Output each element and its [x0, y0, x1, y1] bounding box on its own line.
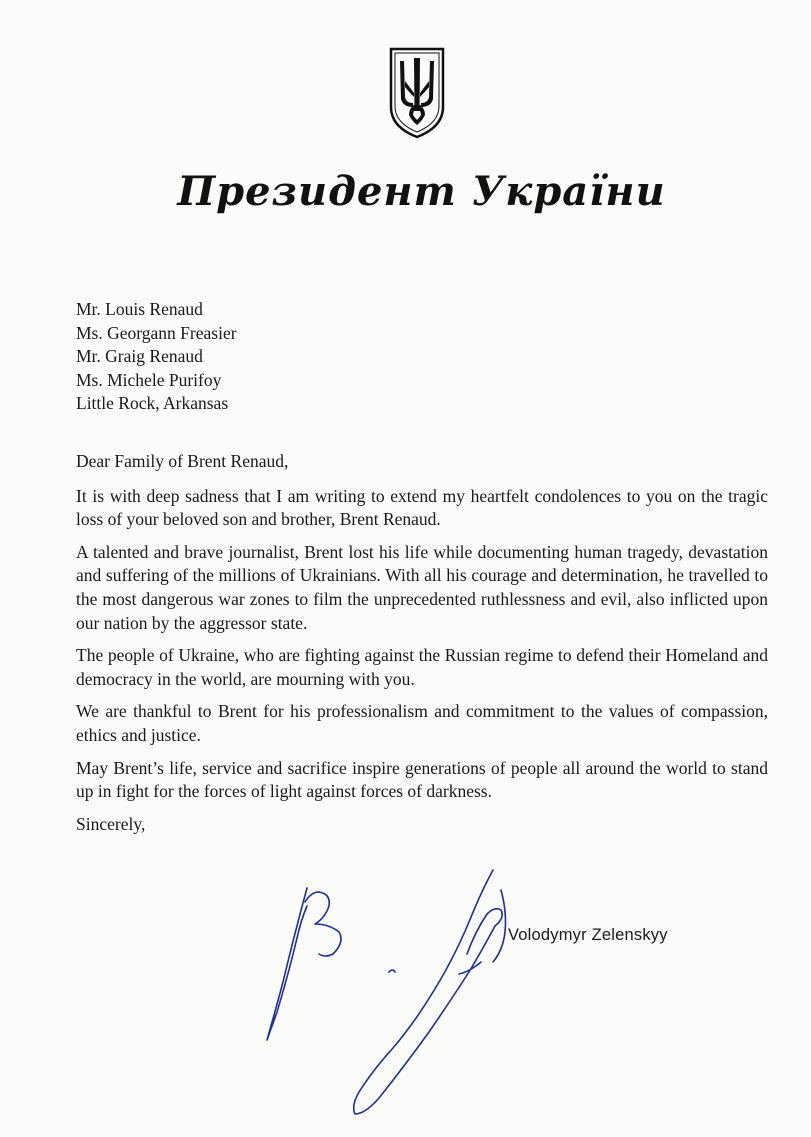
paragraph: A talented and brave journalist, Brent lost his life while documenting human tragedy, devastation and suffering of the millions of Ukrainians. With all his courage and determination, he travelled to the most dangerous war zones to film the unprecedented ruthlessness and evil, also inflicted upon our nation by the aggressor state. — [76, 541, 768, 633]
recipient-line: Ms. Michele Purifoy — [76, 369, 222, 390]
paragraph: It is with deep sadness that I am writing to extend my heartfelt condolences to you on the tragic loss of your beloved son and brother, Brent Renaud. — [76, 485, 768, 530]
letter-body — [76, 450, 768, 845]
paragraph: We are thankful to Brent for his professionalism and commitment to the values of compassion, ethics and justice. — [76, 701, 768, 745]
letterhead-title: Президент України — [177, 168, 666, 215]
salutation: Dear Family of Brent Renaud, — [76, 451, 289, 471]
paragraph: May Brent’s life, service and sacrifice inspire generations of people all around the world to stand up in fight for the forces of light against forces of darkness. — [76, 757, 768, 802]
recipient-line: Mr. Graig Renaud — [76, 346, 203, 367]
recipient-city: Little Rock, Arkansas — [76, 393, 229, 414]
trident-emblem-icon — [387, 45, 447, 139]
recipient-address — [76, 298, 237, 416]
recipient-line: Mr. Louis Renaud — [76, 299, 203, 319]
handwritten-signature — [255, 862, 555, 1122]
paragraph: The people of Ukraine, who are fighting against the Russian regime to defend their Homeland and democracy in the world, are mourning with you. — [76, 645, 768, 689]
signer-name: Volodymyr Zelenskyy — [508, 926, 668, 944]
closing: Sincerely, — [76, 813, 146, 834]
recipient-line: Ms. Georgann Freasier — [76, 322, 237, 343]
